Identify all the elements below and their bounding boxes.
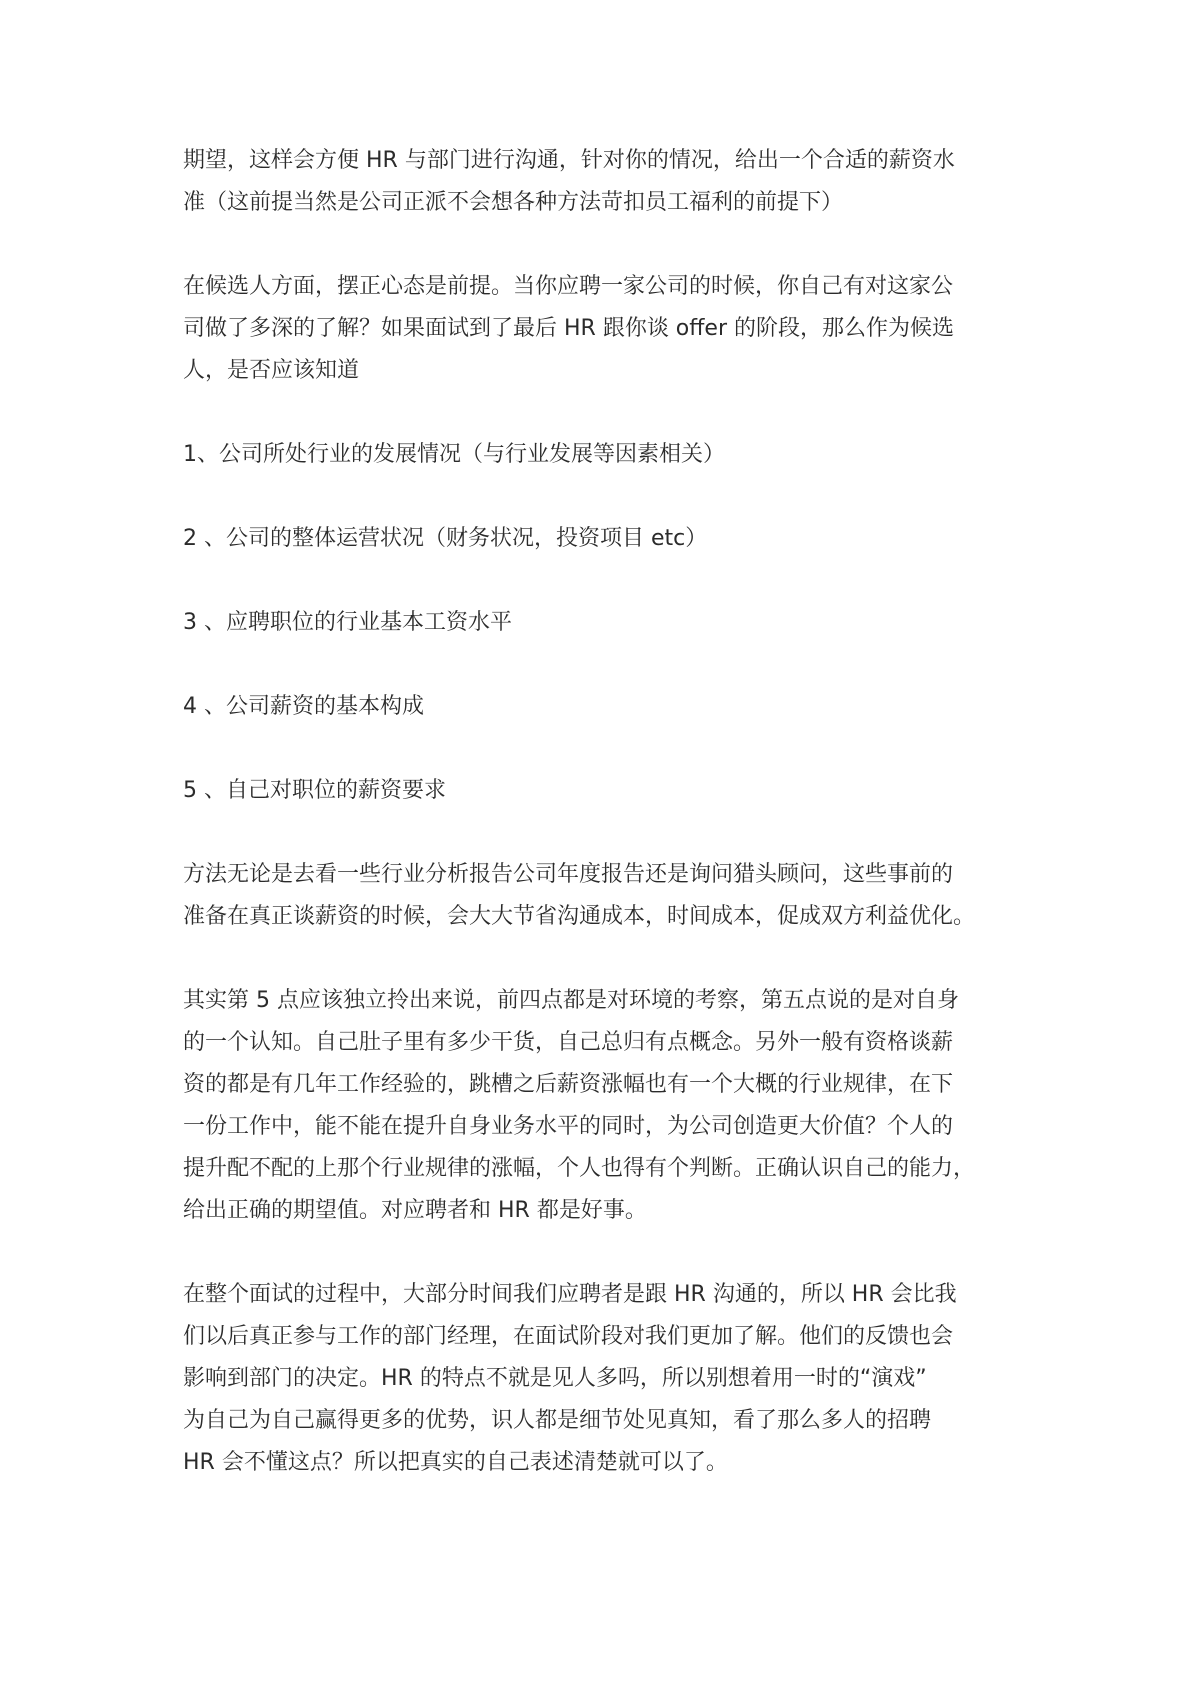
document-page (183, 140, 1033, 1484)
text-line: 人，是否应该知道 (183, 358, 360, 383)
text-line: 为自己为自己赢得更多的优势，识人都是细节处见真知，看了那么多人的招聘 (183, 1408, 932, 1433)
text-line: 资的都是有几年工作经验的，跳槽之后薪资涨幅也有一个大概的行业规律，在下 (183, 1072, 954, 1097)
text-line: HR 会不懂这点？所以把真实的自己表述清楚就可以了。 (183, 1450, 728, 1475)
paragraph-hr-communication (183, 1274, 1033, 1484)
text-line: 期望，这样会方便 HR 与部门进行沟通，针对你的情况，给出一个合适的薪资水 (183, 148, 955, 173)
text-line: 的一个认知。自己肚子里有多少干货，自己总归有点概念。另外一般有资格谈薪 (183, 1030, 954, 1055)
text-line: 方法无论是去看一些行业分析报告公司年度报告还是询问猎头顾问，这些事前的 (183, 862, 954, 887)
text-line: 在整个面试的过程中，大部分时间我们应聘者是跟 HR 沟通的，所以 HR 会比我 (183, 1282, 957, 1307)
list-item-base-salary: 3 、应聘职位的行业基本工资水平 (183, 610, 512, 635)
list-item-industry: 1、公司所处行业的发展情况（与行业发展等因素相关） (183, 442, 725, 467)
text-line: 们以后真正参与工作的部门经理，在面试阶段对我们更加了解。他们的反馈也会 (183, 1324, 954, 1349)
paragraph-methods (183, 854, 1033, 938)
text-line: 准（这前提当然是公司正派不会想各种方法苛扣员工福利的前提下） (183, 190, 844, 215)
text-line: 司做了多深的了解？如果面试到了最后 HR 跟你谈 offer 的阶段，那么作为候选 (183, 316, 955, 341)
text-line: 准备在真正谈薪资的时候，会大大节省沟通成本，时间成本，促成双方利益优化。 (183, 904, 976, 929)
text-line: 在候选人方面，摆正心态是前提。当你应聘一家公司的时候，你自己有对这家公 (183, 274, 954, 299)
text-line: 提升配不配的上那个行业规律的涨幅，个人也得有个判断。正确认识自己的能力， (183, 1156, 976, 1181)
text-line: 给出正确的期望值。对应聘者和 HR 都是好事。 (183, 1198, 647, 1223)
text-line: 影响到部门的决定。HR 的特点不就是见人多吗，所以别想着用一时的“演戏” (183, 1366, 927, 1391)
paragraph-self-awareness (183, 980, 1033, 1232)
paragraph-candidate-mindset (183, 266, 1033, 392)
list-item-salary-requirement: 5 、自己对职位的薪资要求 (183, 778, 446, 803)
paragraph-salary-expectation (183, 140, 1033, 224)
text-line: 其实第 5 点应该独立拎出来说，前四点都是对环境的考察，第五点说的是对自身 (183, 988, 959, 1013)
text-line: 一份工作中，能不能在提升自身业务水平的同时，为公司创造更大价值？个人的 (183, 1114, 954, 1139)
list-item-salary-structure: 4 、公司薪资的基本构成 (183, 694, 424, 719)
list-item-operations: 2 、公司的整体运营状况（财务状况，投资项目 etc） (183, 526, 708, 551)
